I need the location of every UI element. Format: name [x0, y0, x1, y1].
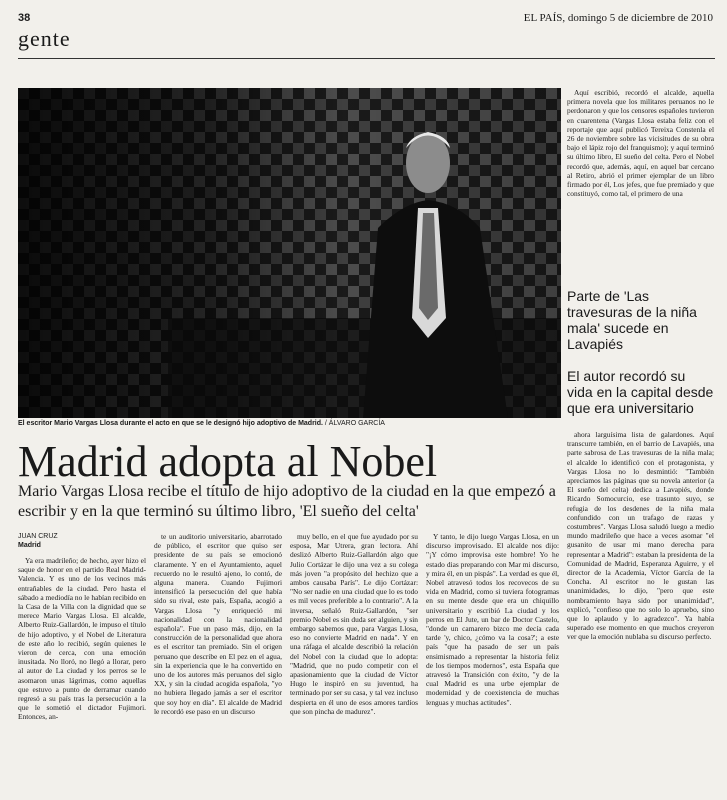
pull-quote-1: Parte de 'Las travesuras de la niña mala' sucede en Lavapiés	[567, 288, 697, 352]
byline	[18, 532, 58, 550]
column-text: Aquí escribió, recordó el alcalde, aquella primera novela que los militares peruanos no le perdonaron y que los censores españoles tuvieron en cuarentena (Vargas Llosa estaba feliz con el reportaje que aquí publicó Tereixa Constenla el 26 de noviembre sobre las vicisitudes de su obra bajo el lápiz rojo del franquismo); y aquí terminó su último libro, El sueño del celta. Pero el Nobel recordó que, además, aquí, en aquel bar cercano al Retiro, abrió el primer ejemplar de un libro firmado por él, Los jefes, que fue premiado y que constituyó, como tal, el primero de una	[567, 88, 714, 199]
byline-author: JUAN CRUZ	[18, 533, 58, 540]
publication-date: EL PAÍS, domingo 5 de diciembre de 2010	[523, 12, 713, 24]
article-column-1	[18, 556, 146, 800]
column-text: ahora larguísima lista de galardones. Aquí transcurre también, en el barrio de Lavapiés, una parte sabrosa de Las travesuras de la niña mala; el alcalde lo identificó con el protagonista, y Vargas Llosa no lo desmintió: "También apreciamos las páginas que su novela anterior (a El sueño del celta) dedica a Lavapiés, donde Ricardo Somocurcio, ese trasunto suyo, se refugia de los desdenes de la niña mala confundido con un trafago de razas y costumbres". Vargas Llosa saludó luego a medio mundo madrileño que hace a veces asomar "el gusanito de usar mi mano derecha para representar a Madrid": estaban la presidenta de la Comunidad de Madrid, Esperanza Aguirre, y el director de la Academia, Víctor García de la Concha. Al escritor no le gustan las unanimidades, lo dijo, "pero que este nombramiento haya sido por unanimidad", explicó, "confieso que no solo lo apruebo, sino que lo aplaudo y lo agradezco". Ya había superado ese momento en que muchos creyeron ver que la emoción nublaba su discurso perfecto.	[567, 430, 714, 642]
caption-text: El escritor Mario Vargas Llosa durante el acto en que se le designó hijo adoptivo de Madrid.	[18, 420, 323, 427]
article-column-4	[426, 532, 559, 800]
column-text: te un auditorio universitario, abarrotado de público, el escritor que quiso ser presidente de su país se emocionó claramente. Y en el Ayuntamiento, aquel recuerdo no le resultó ajeno, lo contó, de alguna manera. Cuando Fujimori intensificó la persecución del que había sido su rival, este país, España, acogió a Vargas Llosa "y enriqueció mi nacionalidad con la nacionalidad española". Fue un paso más, dijo, en la construcción de la personalidad que ahora es el escritor tan premiado. Sin el origen peruano que describe en El pez en el agua, sin la experiencia que le ha convertido en uno de los autores más peruanos del siglo XX, y sin la ciudad acogida española, "yo no hubiera llegado jamás a ser el escritor que soy hoy en día". El alcalde de Madrid le recordó ese paso en un discurso	[154, 532, 282, 716]
article-column-2	[154, 532, 282, 800]
subheadline: Mario Vargas Llosa recibe el título de hijo adoptivo de la ciudad en la que empezó a escribir y en la que terminó su último libro, 'El sueño del celta'	[18, 483, 556, 520]
caption-credit: / ÁLVARO GARCÍA	[324, 420, 385, 427]
byline-place: Madrid	[18, 542, 41, 549]
article-column-3	[290, 532, 418, 800]
photo-caption	[18, 420, 561, 427]
column-text: Ya era madrileño; de hecho, ayer hizo el saque de honor en el partido Real Madrid-Valencia. Y es uno de los vecinos más entrañables de la ciudad. Pero hasta el sábado a mediodía no le habían recibido en la Casa de la Villa con la dignidad que se merece Mario Vargas Llosa. El alcalde, Alberto Ruiz-Gallardón, le impuso el título de hijo adoptivo, y el Nobel de Literatura de este año lo recibió, según quienes le vieron de cerca, con una emoción inusitada. No lloró, no llegó a llorar, pero al autor de La ciudad y los perros se le asomaron unas lágrimas, como aquellas que estuvo a punto de derramar cuando regresó a su país tras la persecución a la que le sometió el dictador Fujimori. Entonces, an-	[18, 556, 146, 722]
photo-illustration	[18, 88, 561, 418]
article-photo	[18, 88, 561, 418]
headline: Madrid adopta al Nobel	[18, 437, 438, 486]
section-title: gente	[18, 26, 71, 51]
header-rule	[18, 58, 715, 59]
column-text: Y tanto, le dijo luego Vargas Llosa, en un discurso improvisado. El alcalde nos dijo: "¡Y cómo improvisa este hombre! Yo he estado dias preparando con Mar mi discurso, y mira él, en un pispás". La verdad es que él, Nobel atravesó todos los recovecos de su vida en Madrid, como si tuviera fotogramas en su mente desde que era un chiquillo universitario y escribió La ciudad y los perros en El Jute, un bar de Doctor Castelo, "donde un camarero bizco me decía cada tarde 'y, chico, ¿cómo va la cosa?'; a este país "que ha pasado de ser un país ensimismado a representar la historia feliz de los tiempos modernos", esta España que atravesó la Transición con éxito, "y de la cual Madrid es una urbe ejemplar de modernidad y de coexistencia de muchas lenguas y muchas actitudes".	[426, 532, 559, 707]
column-text: muy bello, en el que fue ayudado por su esposa, Mar Utrera, gran lectora. Ahí deslizó Alberto Ruiz-Gallardón algo que Julio Cortázar le dijo una vez a su colega más joven "a propósito del hechizo que a ambos causaba París". Le dijo Cortázar: "No ser nadie en una ciudad que lo es todo es mil veces preferible a lo contrario". A la inversa, señaló Ruiz-Gallardón, "ser premio Nobel es sin duda ser alguien, y sin embargo sabemos que, para Vargas Llosa, eso no convierte Madrid en nada". Y en una ráfaga el alcalde describió la relación del Nobel con la ciudad que lo adopta: "Madrid, que no pudo competir con el apasionamiento que la ciudad de Víctor Hugo le inspiró en su juventud, ha terminado por ser su casa, y tal vez incluso despierta en él uno de esos amores tardíos que son pincha de madurez".	[290, 532, 418, 716]
sidebar-column-bottom	[567, 430, 714, 800]
pull-quote-2: El autor recordó su vida en la capital desde que era universitario	[567, 368, 714, 416]
sidebar-column-top	[567, 88, 714, 278]
page-number: 38	[18, 12, 31, 24]
